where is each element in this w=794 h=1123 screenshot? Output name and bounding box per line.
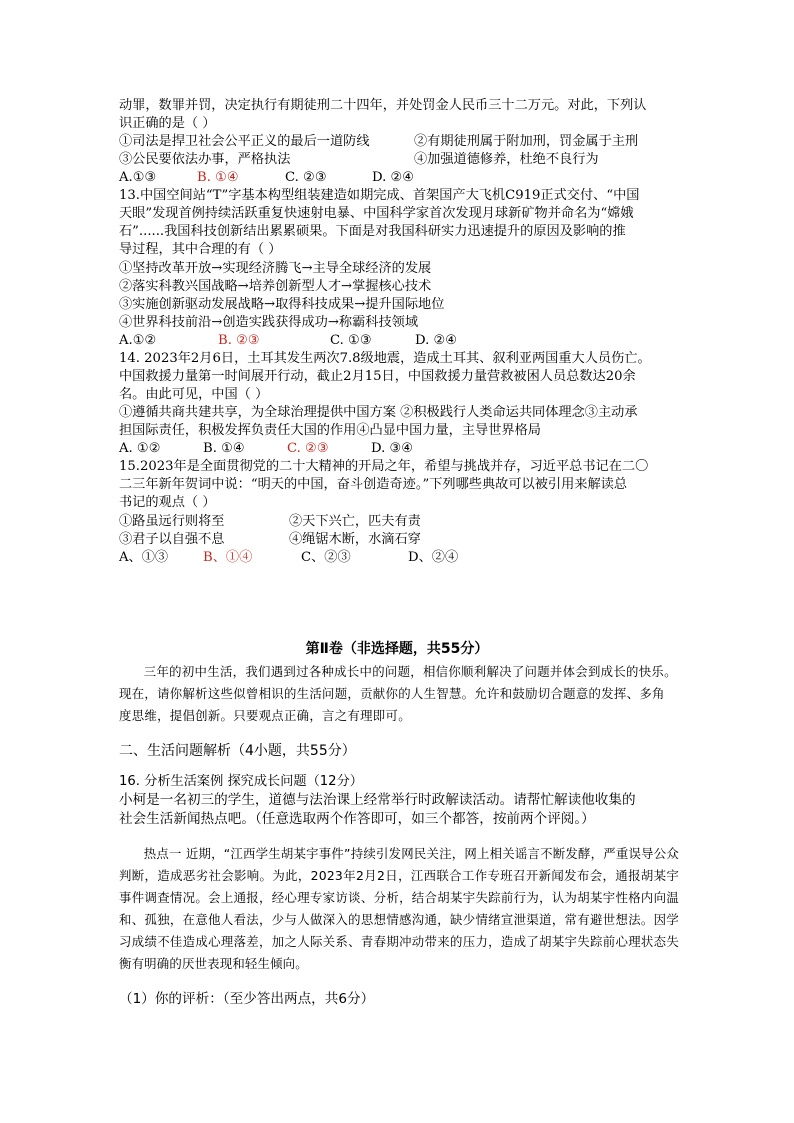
- q15-line-1: 15.2023年是全面贯彻党的二十大精神的开局之年，希望与挑战并存，习近平总书记在二〇: [119, 459, 649, 474]
- q12-choice-2: ②有期徒刑属于附加刑，罚金属于主刑: [414, 134, 639, 149]
- q13-line-1: 13.中国空间站“T”字基本构型组装建造如期完成、首架国产大飞机C919正式交付、“中国: [119, 188, 640, 203]
- q16-heading: 16. 分析生活案例 探究成长问题（12分）: [119, 774, 363, 789]
- q14-option-d: D. ③④: [371, 441, 414, 456]
- q15-choice-1: ①路虽远行则将至: [119, 514, 225, 529]
- q12-option-a: A.①③: [119, 170, 157, 185]
- q14-line-2: 中国救援力量第一时间展开行动，截止2月15日，中国救援力量营救被困人员总数达20余: [119, 369, 636, 384]
- q13-option-c: C. ①③: [330, 333, 372, 348]
- q13-choice-3: ③实施创新驱动发展战略→取得科技成果→提升国际地位: [119, 297, 445, 312]
- section-heading: 二、生活问题解析（4小题，共55分）: [119, 743, 356, 759]
- q13-option-d: D. ②④: [415, 333, 458, 348]
- q15-line-2: 二三年新年贺词中说：“明天的中国，奋斗创造奇迹。”下列哪些典故可以被引用来解读总: [119, 477, 628, 492]
- part2-intro: 三年的初中生活，我们遇到过各种成长中的问题，相信你顺利解决了问题并体会到成长的快乐。现在，请你解析这些似曾相识的生活问题，贡献你的人生智慧。允许和鼓励切合题意的发挥、多角度思维，提倡创新。只要观点正确，言之有理即可。: [119, 664, 677, 723]
- q12-choice-3: ③公民要依法办事，严格执法: [119, 152, 291, 167]
- q12-line-1: 动罪，数罪并罚，决定执行有期徒刑二十四年，并处罚金人民币三十二万元。对此，下列认: [119, 98, 647, 113]
- q14-option-a: A. ①②: [119, 441, 161, 456]
- q14-line-4: ①遵循共商共建共享，为全球治理提供中国方案 ②积极践行人类命运共同体理念③主动承: [119, 405, 638, 420]
- q14-line-1: 14. 2023年2月6日，土耳其发生两次7.8级地震，造成土耳其、叙利亚两国重大人员伤亡。: [119, 351, 651, 366]
- q16-line-2: 社会生活新闻热点吧。（任意选取两个作答即可，如三个都答，按前两个评阅。）: [119, 811, 595, 827]
- q16-line-1: 小柯是一名初三的学生，道德与法治课上经常举行时政解读活动。请帮忙解读他收集的: [119, 792, 636, 808]
- q12-option-d: D. ②④: [372, 170, 415, 185]
- q15-option-c: C、②③: [301, 550, 351, 565]
- q12-line-2: 识正确的是（ ）: [119, 116, 216, 131]
- q12-choice-4: ④加强道德修养，杜绝不良行为: [414, 152, 599, 167]
- q15-line-3: 书记的观点（ ）: [119, 495, 216, 510]
- hotspot-1-paragraph: 热点一 近期，“江西学生胡某宇事件”持续引发网民关注，网上相关谣言不断发酵，严重误导公众判断，造成恶劣社会影响。为此，2023年2月2日，江西联合工作专班召开新闻发布会，通报胡某宇事件调查情况。会上通报，经心理专家访谈、分析，结合胡某宇失踪前行为，认为胡某宇性格内向温和、孤独，在意他人看法，少与人做深入的思想情感沟通，缺少情绪宣泄渠道，常有避世想法。因学习成绩不佳造成心理落差，加之人际关系、青春期冲动带来的压力，造成了胡某宇失踪前心理状态失衡有明确的厌世表现和轻生倾向。: [119, 846, 679, 971]
- q15-choice-3: ③君子以自强不息: [119, 532, 225, 547]
- q14-option-c: C. ②③: [287, 441, 329, 456]
- q13-option-a: A.①②: [119, 333, 157, 348]
- q15-choice-2: ②天下兴亡，匹夫有责: [289, 514, 421, 529]
- q13-choice-4: ④世界科技前沿→创造实践获得成功→称霸科技领域: [119, 315, 419, 330]
- q13-line-4: 导过程，其中合理的有（ ）: [119, 242, 282, 257]
- q13-option-b: B. ②③: [218, 333, 260, 348]
- q13-choice-1: ①坚持改革开放→实现经济腾飞→主导全球经济的发展: [119, 261, 432, 276]
- q13-line-2: 天眼”发现首例持续活跃重复快速射电暴、中国科学家首次发现月球新矿物并命名为“嫦娥: [119, 206, 634, 221]
- q13-choice-2: ②落实科教兴国战略→培养创新型人才→掌握核心技术: [119, 279, 432, 294]
- q14-line-5: 担国际责任，积极发挥负责任大国的作用④凸显中国力量，主导世界格局: [119, 423, 541, 438]
- q15-option-a: A、①③: [119, 550, 169, 565]
- q13-line-3: 石”......我国科技创新结出累累硕果。下面是对我国科研实力迅速提升的原因及影响的推: [119, 224, 626, 239]
- q12-option-c: C. ②③: [285, 170, 327, 185]
- q15-option-b: B、①④: [203, 550, 253, 565]
- q12-choice-1: ①司法是捍卫社会公平正义的最后一道防线: [119, 134, 370, 149]
- q14-option-b: B. ①④: [203, 441, 245, 456]
- q16-sub-question-1: （1）你的评析：（至少答出两点，共6分）: [119, 991, 375, 1007]
- q12-option-b: B. ①④: [197, 170, 239, 185]
- q15-option-d: D、②④: [408, 550, 459, 565]
- q14-line-3: 名。由此可见，中国（ ）: [119, 387, 269, 402]
- part2-title: 第Ⅱ卷（非选择题，共55分）: [305, 641, 489, 657]
- q15-choice-4: ④绳锯木断，水滴石穿: [289, 532, 421, 547]
